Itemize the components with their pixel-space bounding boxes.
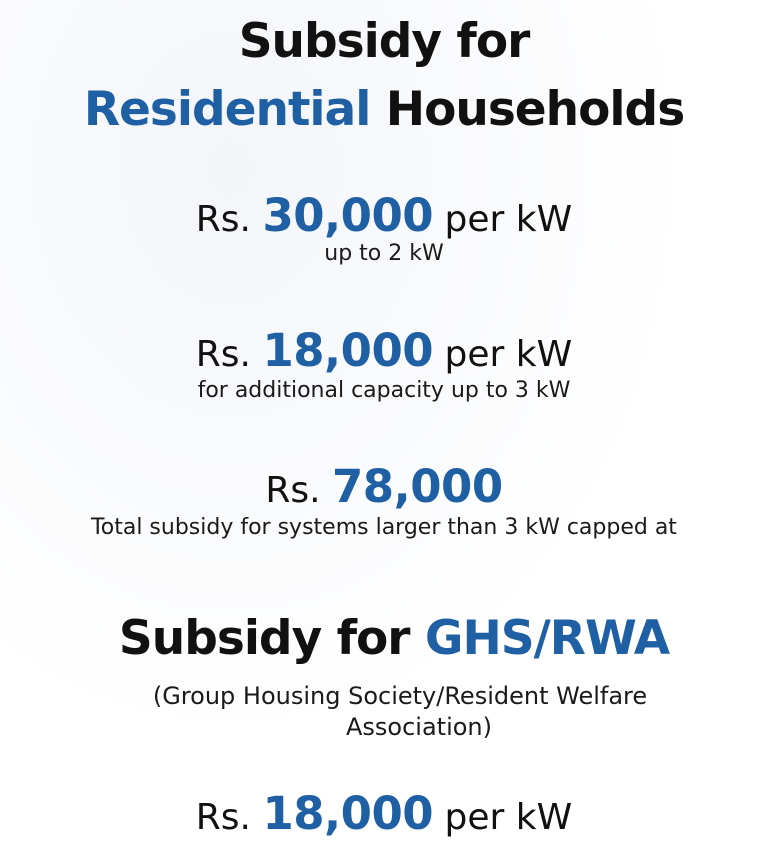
tier2-suffix: per kW bbox=[444, 334, 573, 375]
tier3-note bbox=[0, 517, 768, 539]
residential-heading-highlight: Residential bbox=[83, 82, 371, 137]
ghs-note-line1 bbox=[0, 680, 768, 712]
ghs-note-line2-text: Association) bbox=[345, 713, 492, 741]
ghs-note-line2 bbox=[0, 711, 768, 743]
ghs-prefix: Rs. bbox=[195, 797, 251, 838]
tier1-note bbox=[0, 243, 768, 265]
residential-heading-line2 bbox=[0, 82, 768, 137]
tier2-note bbox=[0, 380, 768, 402]
ghs-heading-highlight: GHS/RWA bbox=[424, 611, 670, 666]
tier3-note-text: Total subsidy for systems larger than 3 kW capped at bbox=[91, 515, 677, 540]
tier2-prefix: Rs. bbox=[195, 334, 251, 375]
ghs-price bbox=[0, 787, 768, 840]
ghs-note-line1-text: (Group Housing Society/Resident Welfare bbox=[152, 682, 648, 710]
tier3-prefix: Rs. bbox=[265, 470, 321, 511]
tier2-amount: 18,000 bbox=[262, 324, 434, 377]
tier1-note-text: up to 2 kW bbox=[324, 241, 444, 266]
residential-heading-rest: Households bbox=[385, 82, 685, 137]
tier3-price bbox=[0, 460, 768, 513]
tier2-price bbox=[0, 324, 768, 377]
tier1-prefix: Rs. bbox=[195, 199, 251, 240]
tier3-amount: 78,000 bbox=[332, 460, 503, 513]
tier1-price bbox=[0, 189, 768, 242]
residential-heading-line1 bbox=[0, 14, 768, 69]
tier1-suffix: per kW bbox=[444, 199, 573, 240]
ghs-amount: 18,000 bbox=[262, 787, 434, 840]
ghs-heading-prefix: Subsidy for bbox=[118, 611, 410, 666]
ghs-suffix: per kW bbox=[444, 797, 573, 838]
ghs-heading bbox=[0, 611, 768, 666]
residential-heading-text: Subsidy for bbox=[238, 14, 530, 69]
tier1-amount: 30,000 bbox=[262, 189, 434, 242]
tier2-note-text: for additional capacity up to 3 kW bbox=[197, 378, 571, 403]
